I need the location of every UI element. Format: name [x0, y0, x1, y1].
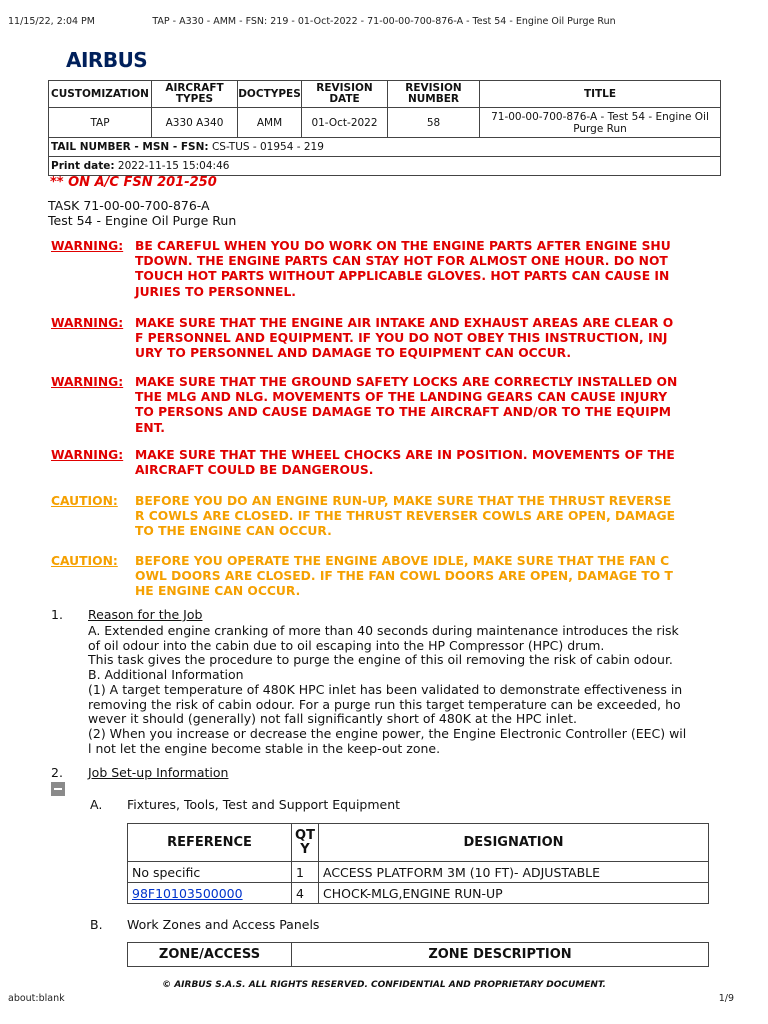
reference-cell: No specific: [128, 862, 292, 883]
body-line: (1) A target temperature of 480K HPC inlet has been validated to demonstrate effectiveness in: [88, 681, 683, 697]
caution-text-line: R COWLS ARE CLOSED. IF THE THRUST REVERSER COWLS ARE OPEN, DAMAGE: [135, 509, 676, 524]
reference-cell: [128, 883, 292, 904]
caution-text-line: OWL DOORS ARE CLOSED. IF THE FAN COWL DOORS ARE OPEN, DAMAGE TO T: [135, 569, 673, 584]
table-row: [128, 883, 709, 904]
col-header-revision-date: REVISION DATE: [302, 81, 388, 108]
warning-notice: [51, 316, 721, 362]
col-header-title: TITLE: [480, 81, 721, 108]
table-row: [128, 862, 709, 883]
effectivity: ** ON A/C FSN 201-250: [50, 175, 217, 190]
body-line: (2) When you increase or decrease the engine power, the Engine Electronic Controller (EEC) wil: [88, 725, 687, 741]
body-line: l not let the engine become stable in the keep-out zone.: [88, 740, 441, 756]
warning-label: WARNING:: [51, 448, 124, 462]
warning-notice: [51, 375, 721, 436]
section-1-body: [88, 624, 718, 756]
body-line: A. Extended engine cranking of more than 40 seconds during maintenance introduces the risk: [88, 623, 679, 638]
copyright-notice: © AIRBUS S.A.S. ALL RIGHTS RESERVED. CONFIDENTIAL AND PROPRIETARY DOCUMENT.: [162, 980, 606, 990]
body-line: wever it should (generally) not fall significantly short of 480K at the HPC inlet.: [88, 711, 578, 727]
qty-cell: 1: [292, 862, 319, 883]
warning-text-line: TO PERSONS AND CAUSE DAMAGE TO THE AIRCRAFT AND/OR TO THE EQUIPM: [135, 405, 671, 420]
subsection-b-title: Work Zones and Access Panels: [127, 917, 320, 932]
body-line: This task gives the procedure to purge the engine of this oil removing the risk of cabin odour.: [88, 652, 673, 668]
print-datetime: 11/15/22, 2:04 PM: [8, 16, 95, 27]
caution-text-line: BEFORE YOU OPERATE THE ENGINE ABOVE IDLE, MAKE SURE THAT THE FAN C: [135, 554, 670, 568]
customization-value: TAP: [49, 108, 152, 138]
warning-text-line: URY TO PERSONNEL AND DAMAGE TO EQUIPMENT CAN OCCUR.: [135, 346, 572, 361]
tail-number-row: [49, 138, 721, 157]
warning-text-line: THE MLG AND NLG. MOVEMENTS OF THE LANDING GEARS CAN CAUSE INJURY: [135, 390, 668, 405]
task-name: Test 54 - Engine Oil Purge Run: [48, 213, 237, 228]
col-header-qty: QT Y: [292, 824, 319, 862]
warning-text-line: AIRCRAFT COULD BE DANGEROUS.: [135, 463, 374, 478]
revision-date-value: 01-Oct-2022: [302, 108, 388, 138]
warning-text-line: ENT.: [135, 420, 165, 435]
warning-text-line: MAKE SURE THAT THE ENGINE AIR INTAKE AND EXHAUST AREAS ARE CLEAR O: [135, 316, 674, 330]
warning-text-line: F PERSONNEL AND EQUIPMENT. IF YOU DO NOT OBEY THIS INSTRUCTION, INJ: [135, 331, 668, 346]
print-date-value: 2022-11-15 15:04:46: [117, 160, 230, 172]
warning-text-line: TDOWN. THE ENGINE PARTS CAN STAY HOT FOR ALMOST ONE HOUR. DO NOT: [135, 254, 668, 269]
caution-notice: [51, 494, 721, 540]
airbus-logo: AIRBUS: [66, 48, 148, 72]
caution-label: CAUTION:: [51, 494, 118, 508]
zones-table: [127, 942, 709, 967]
qty-cell: 4: [292, 883, 319, 904]
metadata-table: [48, 80, 721, 176]
col-header-aircraft-types: AIRCRAFT TYPES: [152, 81, 238, 108]
warning-label: WARNING:: [51, 316, 124, 330]
body-line: of oil odour into the cabin due to oil escaping into the HP Compressor (HPC) drum.: [88, 637, 605, 653]
col-header-doctypes: DOCTYPES: [238, 81, 302, 108]
collapse-icon[interactable]: [51, 782, 65, 796]
designation-cell: CHOCK-MLG,ENGINE RUN-UP: [319, 883, 709, 904]
doctypes-value: AMM: [238, 108, 302, 138]
warning-text-line: TOUCH HOT PARTS WITHOUT APPLICABLE GLOVES. HOT PARTS CAN CAUSE IN: [135, 269, 670, 284]
col-header-zone-description: ZONE DESCRIPTION: [292, 943, 709, 967]
tail-number-value: CS-TUS - 01954 - 219: [211, 141, 324, 153]
tail-number-label: TAIL NUMBER - MSN - FSN:: [51, 141, 209, 153]
tools-table: [127, 823, 709, 904]
revision-number-value: 58: [388, 108, 480, 138]
print-date-row: [49, 157, 721, 176]
task-id: TASK 71-00-00-700-876-A: [48, 198, 210, 213]
warning-text-line: MAKE SURE THAT THE GROUND SAFETY LOCKS ARE CORRECTLY INSTALLED ON: [135, 375, 678, 389]
warning-notice: [51, 239, 721, 300]
col-header-revision-number: REVISION NUMBER: [388, 81, 480, 108]
caution-text-line: BEFORE YOU DO AN ENGINE RUN-UP, MAKE SURE THAT THE THRUST REVERSE: [135, 494, 672, 508]
caution-text-line: TO THE ENGINE CAN OCCUR.: [135, 524, 332, 539]
print-date-label: Print date:: [51, 160, 115, 172]
col-header-designation: DESIGNATION: [319, 824, 709, 862]
col-header-customization: CUSTOMIZATION: [49, 81, 152, 108]
subsection-a-letter: A.: [90, 797, 103, 812]
caution-notice: [51, 554, 721, 600]
body-line: B. Additional Information: [88, 667, 244, 683]
warning-label: WARNING:: [51, 239, 124, 253]
caution-text-line: HE ENGINE CAN OCCUR.: [135, 584, 301, 599]
warning-notice: [51, 448, 721, 478]
warning-text-line: BE CAREFUL WHEN YOU DO WORK ON THE ENGINE PARTS AFTER ENGINE SHU: [135, 239, 671, 253]
section-1-number: 1.: [51, 607, 63, 622]
section-1-title: Reason for the Job: [88, 607, 203, 622]
warning-text-line: JURIES TO PERSONNEL.: [135, 284, 296, 299]
caution-label: CAUTION:: [51, 554, 118, 568]
subsection-b-letter: B.: [90, 917, 103, 932]
print-url: about:blank: [8, 993, 65, 1004]
aircraft-types-value: A330 A340: [152, 108, 238, 138]
subsection-a-title: Fixtures, Tools, Test and Support Equipment: [127, 797, 401, 812]
page-number: 1/9: [718, 993, 734, 1004]
reference-link[interactable]: 98F10103500000: [132, 885, 243, 901]
col-header-zone-access: ZONE/ACCESS: [128, 943, 292, 967]
warning-label: WARNING:: [51, 375, 124, 389]
warning-text-line: MAKE SURE THAT THE WHEEL CHOCKS ARE IN POSITION. MOVEMENTS OF THE: [135, 448, 675, 462]
designation-cell: ACCESS PLATFORM 3M (10 FT)- ADJUSTABLE: [319, 862, 709, 883]
body-line: removing the risk of cabin odour. For a purge run this target temperature can be exceeded, ho: [88, 696, 681, 712]
title-value: 71-00-00-700-876-A - Test 54 - Engine Oil Purge Run: [480, 108, 721, 138]
section-2-title: Job Set-up Information: [88, 765, 229, 780]
col-header-reference: REFERENCE: [128, 824, 292, 862]
section-2-number: 2.: [51, 765, 63, 780]
print-title: TAP - A330 - AMM - FSN: 219 - 01-Oct-2022 - 71-00-00-700-876-A - Test 54 - Engine Oil Purge Run: [152, 16, 616, 27]
